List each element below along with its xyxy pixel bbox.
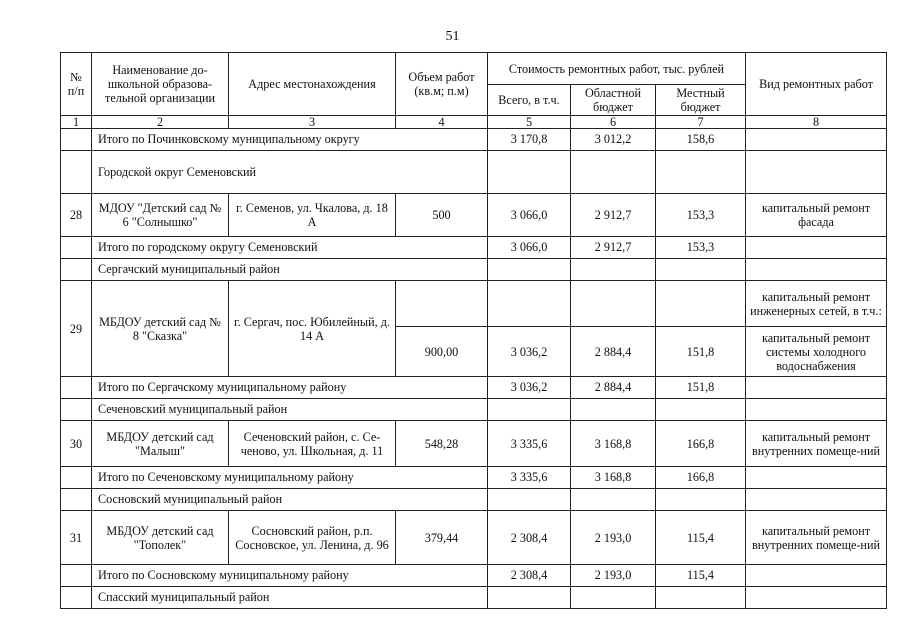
section-label: Сеченовский муниципальный район [92,399,488,421]
repair-costs-table [60,52,887,609]
cell-empty [61,377,92,399]
cell-empty [61,151,92,194]
cell-address: Сосновский район, р.п. Сосновское, ул. Ленина, д. 96 [229,511,396,565]
subtotal-label: Итого по Починковскому муниципальному округу [92,129,488,151]
section-row [61,259,887,281]
header-address: Адрес местонахождения [229,53,396,116]
cell-empty [61,587,92,609]
cell-empty [656,259,746,281]
cell-regional: 3 168,8 [571,421,656,467]
subtotal-label: Итого по Сеченовскому муниципальному району [92,467,488,489]
cell-regional: 2 193,0 [571,511,656,565]
col-number: 7 [656,116,746,129]
cell-name: МБДОУ детский сад "Тополек" [92,511,229,565]
cell-empty [571,151,656,194]
section-label: Спасский муниципальный район [92,587,488,609]
cell-regional: 2 193,0 [571,565,656,587]
cell-local: 166,8 [656,421,746,467]
cell-empty [656,281,746,327]
cell-local: 153,3 [656,237,746,259]
cell-num: 31 [61,511,92,565]
cell-address: г. Сергач, пос. Юбилейный, д. 14 А [229,281,396,377]
column-number-row [61,116,887,129]
cell-volume: 900,00 [396,327,488,377]
cell-empty [746,237,887,259]
header-total: Всего, в т.ч. [488,85,571,116]
cell-name: МБДОУ детский сад "Малыш" [92,421,229,467]
cell-total: 3 066,0 [488,194,571,237]
cell-empty [488,281,571,327]
cell-total: 3 036,2 [488,377,571,399]
cell-name: МБДОУ детский сад № 8 "Сказка" [92,281,229,377]
col-number: 4 [396,116,488,129]
cell-local: 115,4 [656,511,746,565]
header-volume: Объем работ (кв.м; п.м) [396,53,488,116]
section-row [61,399,887,421]
table-row [61,194,887,237]
header-name: Наименование до-школьной образова-тельной организации [92,53,229,116]
cell-total: 3 170,8 [488,129,571,151]
cell-empty [746,587,887,609]
cell-empty [656,151,746,194]
header-kind: Вид ремонтных работ [746,53,887,116]
col-number: 3 [229,116,396,129]
cell-local: 151,8 [656,377,746,399]
cell-regional: 2 912,7 [571,237,656,259]
cell-volume: 379,44 [396,511,488,565]
cell-empty [488,489,571,511]
col-number: 2 [92,116,229,129]
header-cost-group: Стоимость ремонтных работ, тыс. рублей [488,53,746,85]
cell-empty [656,399,746,421]
cell-total: 3 066,0 [488,237,571,259]
cell-empty [571,281,656,327]
cell-empty [656,489,746,511]
cell-regional: 2 884,4 [571,377,656,399]
cell-kind: капитальный ремонт внутренних помеще-ний [746,511,887,565]
subtotal-row [61,467,887,489]
cell-local: 158,6 [656,129,746,151]
subtotal-label: Итого по Сосновскому муниципальному району [92,565,488,587]
cell-local: 166,8 [656,467,746,489]
cell-address: г. Семенов, ул. Чкалова, д. 18 А [229,194,396,237]
subtotal-label: Итого по Сергачскому муниципальному району [92,377,488,399]
section-label: Сергачский муниципальный район [92,259,488,281]
page-number: 51 [445,29,460,44]
cell-regional: 3 168,8 [571,467,656,489]
cell-num: 29 [61,281,92,377]
cell-kind: капитальный ремонт фасада [746,194,887,237]
section-label: Сосновский муниципальный район [92,489,488,511]
cell-empty [61,565,92,587]
cell-empty [61,489,92,511]
header-regional: Областной бюджет [571,85,656,116]
col-number: 1 [61,116,92,129]
table-row [61,421,887,467]
cell-volume: 500 [396,194,488,237]
cell-empty [571,489,656,511]
cell-empty [746,129,887,151]
cell-empty [746,399,887,421]
col-number: 8 [746,116,887,129]
section-row [61,587,887,609]
cell-empty [61,237,92,259]
cell-empty [61,129,92,151]
table-row [61,511,887,565]
subtotal-row [61,565,887,587]
cell-total: 2 308,4 [488,511,571,565]
subtotal-row [61,237,887,259]
cell-empty [746,259,887,281]
cell-empty [746,467,887,489]
cell-total: 3 335,6 [488,467,571,489]
cell-empty [746,377,887,399]
cell-empty [656,587,746,609]
cell-kind: капитальный ремонт внутренних помеще-ний [746,421,887,467]
header-row [61,53,887,85]
cell-total: 3 036,2 [488,327,571,377]
cell-empty [396,281,488,327]
header-num: № п/п [61,53,92,116]
col-number: 6 [571,116,656,129]
cell-empty [746,151,887,194]
cell-address: Сеченовский район, с. Се-ченово, ул. Школьная, д. 11 [229,421,396,467]
cell-total: 3 335,6 [488,421,571,467]
subtotal-label: Итого по городскому округу Семеновский [92,237,488,259]
cell-volume: 548,28 [396,421,488,467]
section-row [61,151,887,194]
cell-empty [571,259,656,281]
cell-empty [488,259,571,281]
col-number: 5 [488,116,571,129]
cell-empty [488,399,571,421]
cell-empty [746,565,887,587]
cell-num: 30 [61,421,92,467]
cell-empty [488,151,571,194]
cell-empty [488,587,571,609]
cell-num: 28 [61,194,92,237]
cell-empty [61,399,92,421]
subtotal-row [61,129,887,151]
cell-empty [571,587,656,609]
cell-local: 151,8 [656,327,746,377]
cell-empty [61,259,92,281]
header-local: Местный бюджет [656,85,746,116]
cell-name: МДОУ "Детский сад № 6 "Солнышко" [92,194,229,237]
cell-empty [746,489,887,511]
section-row [61,489,887,511]
cell-empty [571,399,656,421]
subtotal-row [61,377,887,399]
cell-regional: 3 012,2 [571,129,656,151]
cell-regional: 2 884,4 [571,327,656,377]
table-row [61,281,887,327]
cell-local: 153,3 [656,194,746,237]
cell-local: 115,4 [656,565,746,587]
cell-kind: капитальный ремонт системы холодного водоснабжения [746,327,887,377]
cell-kind: капитальный ремонт инженерных сетей, в т.ч.: [746,281,887,327]
section-label: Городской округ Семеновский [92,151,488,194]
cell-empty [61,467,92,489]
cell-total: 2 308,4 [488,565,571,587]
cell-regional: 2 912,7 [571,194,656,237]
